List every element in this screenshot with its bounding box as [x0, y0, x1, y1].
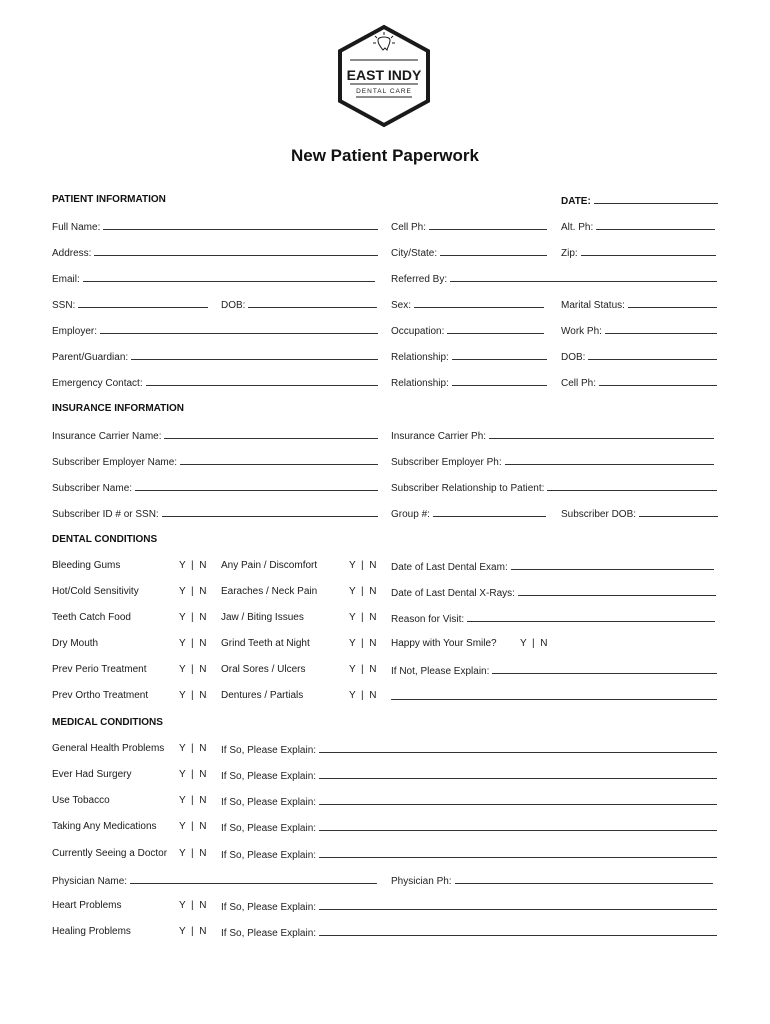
relationship-label: Relationship: — [391, 352, 449, 363]
ssn-field[interactable] — [52, 297, 208, 311]
patient-row-3 — [0, 271, 770, 285]
happy-smile-label: Happy with Your Smile? — [391, 638, 497, 649]
reason-line — [467, 611, 715, 622]
yes-no-option[interactable]: Y | N — [179, 926, 207, 937]
referred-by-line — [450, 271, 717, 282]
explain-field[interactable] — [221, 742, 717, 756]
sex-label: Sex: — [391, 300, 412, 311]
address-line — [94, 245, 378, 256]
subscriber-employer-phone-field[interactable] — [391, 454, 714, 468]
explain-field[interactable] — [221, 768, 717, 782]
guardian-dob-label: DOB: — [561, 352, 586, 363]
emergency-cell-line — [599, 375, 717, 386]
physician-name-line — [130, 873, 377, 884]
last-xray-line — [518, 585, 716, 596]
insurance-row-2 — [0, 454, 770, 468]
medical-row-3 — [0, 794, 770, 808]
subscriber-id-label: Subscriber ID # or SSN: — [52, 509, 159, 520]
dental-header-row — [0, 533, 770, 547]
relationship-line — [452, 349, 547, 360]
guardian-dob-field[interactable] — [561, 349, 717, 363]
date-label: DATE: — [561, 196, 591, 207]
dental-condition-label: Dry Mouth — [52, 638, 99, 649]
alt-phone-field[interactable] — [561, 219, 715, 233]
yes-no-option[interactable]: Y | N — [179, 769, 207, 780]
full-name-label: Full Name: — [52, 222, 101, 233]
explain-label: If So, Please Explain: — [221, 902, 317, 913]
subscriber-employer-field[interactable] — [52, 454, 378, 468]
group-number-field[interactable] — [391, 506, 546, 520]
logo-name: EAST INDY — [346, 67, 422, 83]
emergency-contact-field[interactable] — [52, 375, 378, 389]
subscriber-employer-line — [180, 454, 378, 465]
yes-no-option[interactable]: Y | N — [349, 638, 377, 649]
page-title: New Patient Paperwork — [290, 146, 479, 165]
full-name-field[interactable] — [52, 219, 378, 233]
explain-label: If So, Please Explain: — [221, 928, 317, 939]
explain-field[interactable] — [221, 925, 717, 939]
dental-condition-label: Grind Teeth at Night — [221, 638, 310, 649]
patient-row-6 — [0, 349, 770, 363]
last-exam-label: Date of Last Dental Exam: — [391, 562, 508, 573]
explain-field[interactable] — [221, 820, 717, 834]
reason-field[interactable] — [391, 611, 715, 625]
yes-no-option[interactable]: Y | N — [179, 638, 207, 649]
subscriber-id-line — [162, 506, 378, 517]
physician-phone-line — [455, 873, 713, 884]
explain-line — [319, 899, 717, 910]
if-not-explain-field[interactable] — [391, 663, 717, 677]
last-xray-field[interactable] — [391, 585, 716, 599]
dental-condition-label: Hot/Cold Sensitivity — [52, 586, 139, 597]
yes-no-option[interactable]: Y | N — [349, 612, 377, 623]
yes-no-option[interactable]: Y | N — [349, 664, 377, 675]
email-label: Email: — [52, 274, 80, 285]
medical-condition-label: Currently Seeing a Doctor — [52, 848, 168, 859]
explain-line — [319, 768, 717, 779]
alt-phone-label: Alt. Ph: — [561, 222, 594, 233]
subscriber-name-line — [135, 480, 378, 491]
subscriber-employer-label: Subscriber Employer Name: — [52, 457, 178, 468]
explain-line — [319, 925, 717, 936]
medical-condition-label: Heart Problems — [52, 900, 122, 911]
referred-by-label: Referred By: — [391, 274, 448, 285]
explain-field[interactable] — [221, 847, 717, 861]
guardian-dob-line — [588, 349, 717, 360]
city-state-line — [440, 245, 547, 256]
subscriber-dob-line — [639, 506, 718, 517]
cell-phone-line — [429, 219, 547, 230]
last-xray-label: Date of Last Dental X-Rays: — [391, 588, 515, 599]
explain-line — [319, 847, 717, 858]
dental-row-5 — [0, 663, 770, 677]
referred-by-field[interactable] — [391, 271, 717, 285]
email-field[interactable] — [52, 271, 375, 285]
city-state-field[interactable] — [391, 245, 547, 259]
medical-condition-label: Healing Problems — [52, 926, 131, 937]
date-line — [594, 193, 718, 204]
sex-field[interactable] — [391, 297, 544, 311]
patient-row-4 — [0, 297, 770, 311]
subscriber-relationship-label: Subscriber Relationship to Patient: — [391, 483, 545, 494]
dob-line — [248, 297, 377, 308]
subscriber-relationship-field[interactable] — [391, 480, 717, 494]
yes-no-option[interactable]: Y | N — [349, 586, 377, 597]
explain-line — [319, 794, 717, 805]
clinic-logo — [336, 24, 432, 128]
group-number-label: Group #: — [391, 509, 430, 520]
if-not-explain-label: If Not, Please Explain: — [391, 666, 490, 677]
emergency-relationship-field[interactable] — [391, 375, 547, 389]
cell-phone-label: Cell Ph: — [391, 222, 427, 233]
explain-field[interactable] — [221, 794, 717, 808]
dental-row-2 — [0, 585, 770, 599]
medical-row-6 — [0, 873, 770, 887]
address-label: Address: — [52, 248, 92, 259]
alt-phone-line — [596, 219, 715, 230]
occupation-field[interactable] — [391, 323, 544, 337]
medical-condition-label: General Health Problems — [52, 743, 165, 754]
occupation-line — [447, 323, 544, 334]
emergency-relationship-line — [452, 375, 547, 386]
medical-row-8 — [0, 925, 770, 939]
sex-line — [414, 297, 544, 308]
emergency-contact-label: Emergency Contact: — [52, 378, 143, 389]
medical-header-row — [0, 716, 770, 730]
explain-line — [319, 742, 717, 753]
tooth-lightbulb-icon — [373, 32, 395, 50]
full-name-line — [103, 219, 378, 230]
logo-subtitle: DENTAL CARE — [356, 88, 412, 95]
medical-row-4 — [0, 820, 770, 834]
patient-section-heading: PATIENT INFORMATION — [52, 194, 166, 205]
subscriber-name-field[interactable] — [52, 480, 378, 494]
explain-label: If So, Please Explain: — [221, 823, 317, 834]
date-field[interactable] — [561, 193, 718, 207]
emergency-contact-line — [146, 375, 378, 386]
marital-status-label: Marital Status: — [561, 300, 625, 311]
work-phone-line — [605, 323, 717, 334]
subscriber-dob-field[interactable] — [561, 506, 718, 520]
emergency-cell-label: Cell Ph: — [561, 378, 597, 389]
last-exam-field[interactable] — [391, 559, 714, 573]
explain-label: If So, Please Explain: — [221, 797, 317, 808]
cell-phone-field[interactable] — [391, 219, 547, 233]
explain-line — [319, 820, 717, 831]
marital-status-line — [628, 297, 717, 308]
address-field[interactable] — [52, 245, 378, 259]
explain-label: If So, Please Explain: — [221, 771, 317, 782]
dental-condition-label: Prev Ortho Treatment — [52, 690, 149, 701]
medical-condition-label: Taking Any Medications — [52, 821, 157, 832]
dental-condition-label: Earaches / Neck Pain — [221, 586, 318, 597]
patient-row-5 — [0, 323, 770, 337]
city-state-label: City/State: — [391, 248, 438, 259]
yes-no-option[interactable]: Y | N — [179, 821, 207, 832]
explain-label: If So, Please Explain: — [221, 850, 317, 861]
yes-no-option[interactable]: Y | N — [179, 612, 207, 623]
dental-condition-label: Dentures / Partials — [221, 690, 304, 701]
insurance-row-3 — [0, 480, 770, 494]
dob-field[interactable] — [221, 297, 377, 311]
carrier-name-field[interactable] — [52, 428, 378, 442]
if-not-explain-line — [492, 663, 717, 674]
subscriber-name-label: Subscriber Name: — [52, 483, 133, 494]
relationship-field[interactable] — [391, 349, 547, 363]
dental-condition-label: Teeth Catch Food — [52, 612, 131, 623]
work-phone-field[interactable] — [561, 323, 717, 337]
yes-no-option[interactable]: Y | N — [520, 638, 548, 649]
physician-name-field[interactable] — [52, 873, 377, 887]
subscriber-employer-phone-label: Subscriber Employer Ph: — [391, 457, 502, 468]
reason-label: Reason for Visit: — [391, 614, 465, 625]
yes-no-option[interactable]: Y | N — [349, 690, 377, 701]
dental-condition-label: Prev Perio Treatment — [52, 664, 147, 675]
parent-guardian-line — [131, 349, 378, 360]
yes-no-option[interactable]: Y | N — [179, 900, 207, 911]
parent-guardian-label: Parent/Guardian: — [52, 352, 129, 363]
dental-condition-label: Jaw / Biting Issues — [221, 612, 304, 623]
physician-phone-field[interactable] — [391, 873, 713, 887]
dental-row-6 — [0, 689, 770, 703]
subscriber-employer-phone-line — [505, 454, 714, 465]
carrier-phone-field[interactable] — [391, 428, 714, 442]
patient-row-1 — [0, 219, 770, 233]
patient-row-2 — [0, 245, 770, 259]
employer-line — [100, 323, 378, 334]
zip-line — [581, 245, 716, 256]
explain-continuation-line — [391, 689, 717, 700]
medical-section-heading: MEDICAL CONDITIONS — [52, 717, 163, 728]
yes-no-option[interactable]: Y | N — [179, 848, 207, 859]
carrier-name-line — [164, 428, 378, 439]
last-exam-line — [511, 559, 714, 570]
ssn-line — [78, 297, 208, 308]
patient-header-row — [0, 193, 770, 207]
ssn-label: SSN: — [52, 300, 76, 311]
carrier-phone-line — [489, 428, 714, 439]
dental-condition-label: Oral Sores / Ulcers — [221, 664, 306, 675]
yes-no-option[interactable]: Y | N — [349, 560, 377, 571]
employer-field[interactable] — [52, 323, 378, 337]
work-phone-label: Work Ph: — [561, 326, 602, 337]
dental-section-heading: DENTAL CONDITIONS — [52, 534, 158, 545]
occupation-label: Occupation: — [391, 326, 445, 337]
dental-condition-label: Bleeding Gums — [52, 560, 121, 571]
emergency-cell-field[interactable] — [561, 375, 717, 389]
yes-no-option[interactable]: Y | N — [179, 690, 207, 701]
yes-no-option[interactable]: Y | N — [179, 743, 207, 754]
subscriber-id-field[interactable] — [52, 506, 378, 520]
explain-label: If So, Please Explain: — [221, 745, 317, 756]
marital-status-field[interactable] — [561, 297, 717, 311]
physician-phone-label: Physician Ph: — [391, 876, 452, 887]
dental-row-3 — [0, 611, 770, 625]
insurance-row-1 — [0, 428, 770, 442]
dob-label: DOB: — [221, 300, 246, 311]
dental-row-4 — [0, 637, 770, 651]
insurance-row-4 — [0, 506, 770, 520]
medical-row-5 — [0, 847, 770, 861]
zip-field[interactable] — [561, 245, 716, 259]
explain-continuation-field[interactable] — [391, 689, 717, 703]
group-number-line — [433, 506, 546, 517]
subscriber-relationship-line — [547, 480, 717, 491]
insurance-section-heading: INSURANCE INFORMATION — [52, 403, 185, 414]
carrier-phone-label: Insurance Carrier Ph: — [391, 431, 487, 442]
parent-guardian-field[interactable] — [52, 349, 378, 363]
medical-row-1 — [0, 742, 770, 756]
employer-label: Employer: — [52, 326, 98, 337]
dental-condition-label: Any Pain / Discomfort — [221, 560, 318, 571]
yes-no-option[interactable]: Y | N — [179, 795, 207, 806]
dental-row-1 — [0, 559, 770, 573]
zip-label: Zip: — [561, 248, 578, 259]
yes-no-option[interactable]: Y | N — [179, 664, 207, 675]
physician-name-label: Physician Name: — [52, 876, 128, 887]
yes-no-option[interactable]: Y | N — [179, 560, 207, 571]
email-line — [83, 271, 375, 282]
insurance-header-row — [0, 402, 770, 416]
carrier-name-label: Insurance Carrier Name: — [52, 431, 162, 442]
medical-row-7 — [0, 899, 770, 913]
patient-row-7 — [0, 375, 770, 389]
explain-field[interactable] — [221, 899, 717, 913]
emergency-relationship-label: Relationship: — [391, 378, 449, 389]
medical-condition-label: Use Tobacco — [52, 795, 110, 806]
medical-row-2 — [0, 768, 770, 782]
subscriber-dob-label: Subscriber DOB: — [561, 509, 637, 520]
medical-condition-label: Ever Had Surgery — [52, 769, 132, 780]
yes-no-option[interactable]: Y | N — [179, 586, 207, 597]
